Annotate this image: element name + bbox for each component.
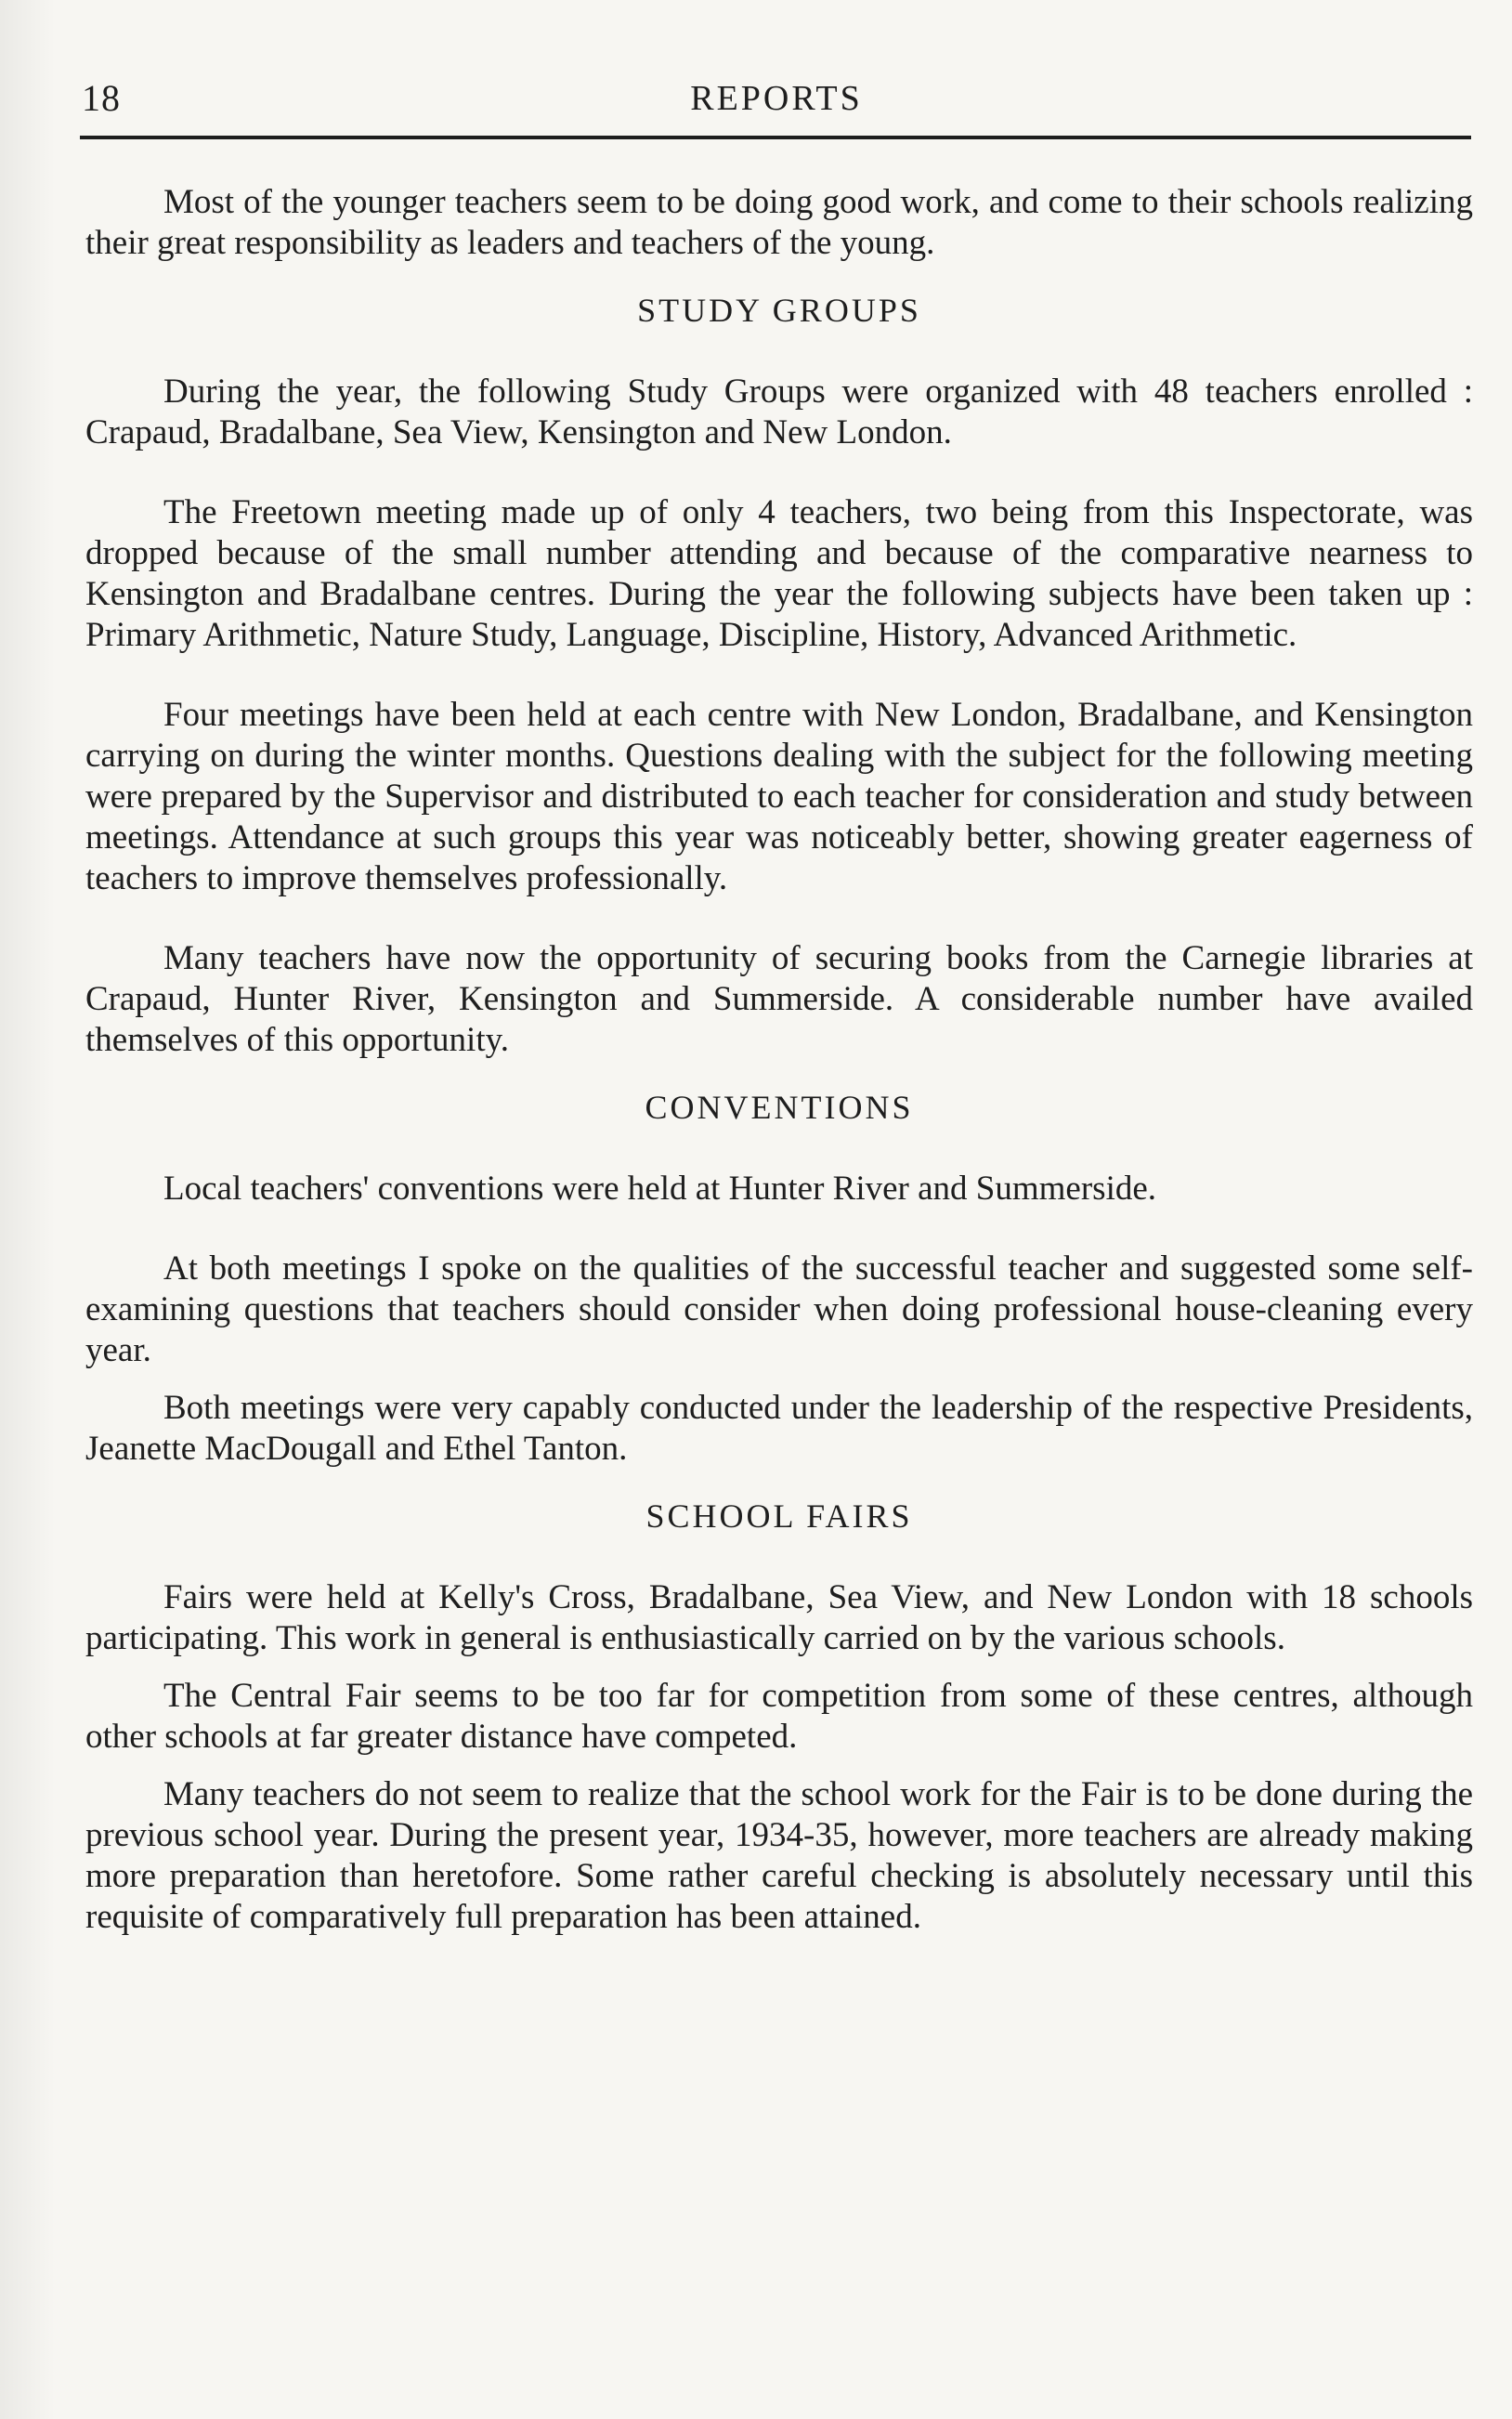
conventions-paragraph-3: Both meetings were very capably conducted under the leadership of the respective Presidents, Jeanette MacDougall and Ethel Tanton. <box>85 1389 1473 1468</box>
running-head: REPORTS <box>690 79 863 118</box>
intro-paragraph: Most of the younger teachers seem to be doing good work, and come to their schools realizing their great responsibility as leaders and teachers of the young. <box>85 183 1473 262</box>
page-edge-shadow <box>0 0 56 2419</box>
page-header <box>82 76 1471 132</box>
page-number: 18 <box>82 77 121 119</box>
study-groups-paragraph-2: The Freetown meeting made up of only 4 teachers, two being from this Inspectorate, was dropped because of the small number attending and because of the comparative nearness to Kensington and Bradalbane centres. During the year the following subjects have been taken up : Primary Arithmetic, Nature Study, Language, Discipline, History, Advanced Arithmetic. <box>85 493 1473 654</box>
body-text <box>85 182 1473 1938</box>
section-heading-school-fairs: SCHOOL FAIRS <box>645 1497 913 1535</box>
conventions-paragraph-2: At both meetings I spoke on the qualities of the successful teacher and suggested some self-examining questions that teachers should consider when doing professional house-cleaning every year. <box>85 1249 1473 1369</box>
study-groups-paragraph-1: During the year, the following Study Groups were organized with 48 teachers enrolled : Crapaud, Bradalbane, Sea View, Kensington and New London. <box>85 373 1473 451</box>
study-groups-paragraph-4: Many teachers have now the opportunity of securing books from the Carnegie libraries at Crapaud, Hunter River, Kensington and Summerside. A considerable number have availed themselves of this opportunity. <box>85 939 1473 1059</box>
study-groups-paragraph-3: Four meetings have been held at each centre with New London, Bradalbane, and Kensington carrying on during the winter months. Questions dealing with the subject for the following meeting were prepared by the Supervisor and distributed to each teacher for consideration and study between meetings. Attendance at such groups this year was noticeably better, showing greater eagerness of teachers to improve themselves professionally. <box>85 696 1473 897</box>
section-heading-conventions: CONVENTIONS <box>645 1089 914 1126</box>
school-fairs-paragraph-1: Fairs were held at Kelly's Cross, Bradalbane, Sea View, and New London with 18 schools participating. This work in general is enthusiastically carried on by the various schools. <box>85 1578 1473 1657</box>
conventions-paragraph-1: Local teachers' conventions were held at Hunter River and Summerside. <box>163 1170 1157 1208</box>
school-fairs-paragraph-3: Many teachers do not seem to realize that the school work for the Fair is to be done during the previous school year. During the present year, 1934-35, however, more teachers are already making more preparation than heretofore. Some rather careful checking is absolutely necessary until this requisite of comparatively full preparation has been attained. <box>85 1775 1473 1936</box>
school-fairs-paragraph-2: The Central Fair seems to be too far for competition from some of these centres, although other schools at far greater distance have competed. <box>85 1677 1473 1756</box>
header-rule <box>80 136 1471 139</box>
section-heading-study-groups: STUDY GROUPS <box>637 292 921 329</box>
